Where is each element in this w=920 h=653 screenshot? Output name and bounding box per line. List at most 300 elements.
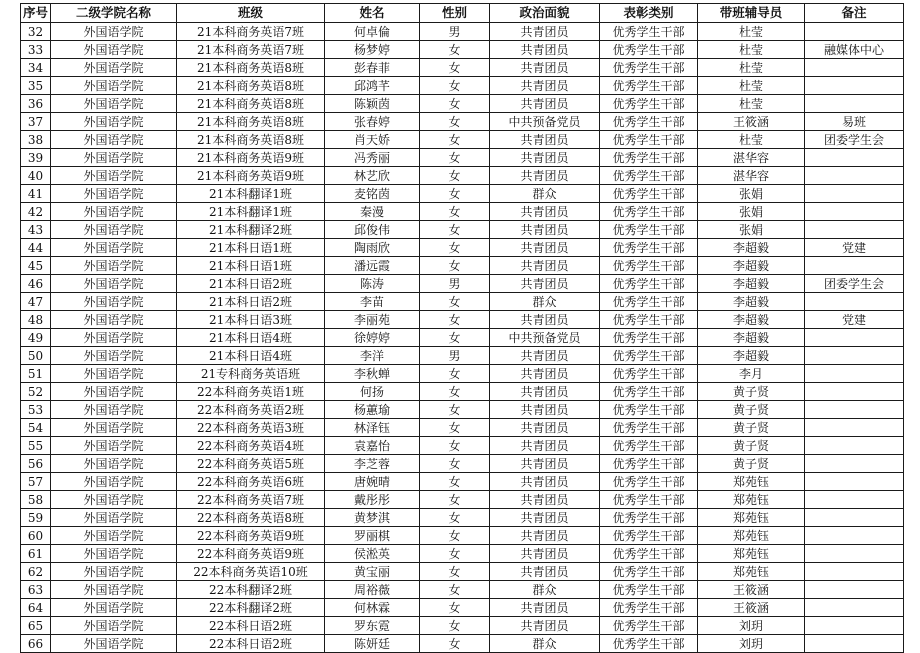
cell-political-status: 共青团员 [490,599,600,617]
cell-name: 杨蕙瑜 [325,401,420,419]
cell-award-type: 优秀学生干部 [600,167,698,185]
cell-award-type: 优秀学生干部 [600,545,698,563]
cell-political-status: 共青团员 [490,473,600,491]
table-row [21,617,904,635]
cell-gender: 女 [420,221,490,239]
cell-remarks [805,203,904,221]
table-row [21,221,904,239]
cell-college: 外国语学院 [51,563,177,581]
cell-remarks [805,383,904,401]
cell-name: 肖天娇 [325,131,420,149]
cell-index: 56 [21,455,51,473]
cell-remarks: 融媒体中心 [805,41,904,59]
header-counselor: 带班辅导员 [698,4,805,23]
cell-counselor: 黄子贤 [698,419,805,437]
cell-political-status: 共青团员 [490,59,600,77]
cell-index: 38 [21,131,51,149]
cell-political-status: 共青团员 [490,383,600,401]
cell-index: 35 [21,77,51,95]
cell-remarks [805,437,904,455]
cell-counselor: 张娟 [698,185,805,203]
cell-counselor: 黄子贤 [698,437,805,455]
cell-index: 45 [21,257,51,275]
cell-political-status: 共青团员 [490,455,600,473]
cell-college: 外国语学院 [51,599,177,617]
cell-gender: 女 [420,581,490,599]
cell-political-status: 共青团员 [490,257,600,275]
cell-name: 何扬 [325,383,420,401]
cell-remarks [805,527,904,545]
cell-remarks [805,473,904,491]
cell-gender: 女 [420,401,490,419]
cell-counselor: 王筱涵 [698,599,805,617]
cell-name: 戴彤彤 [325,491,420,509]
header-name: 姓名 [325,4,420,23]
cell-award-type: 优秀学生干部 [600,23,698,41]
cell-index: 32 [21,23,51,41]
cell-index: 61 [21,545,51,563]
cell-index: 64 [21,599,51,617]
cell-name: 黄梦淇 [325,509,420,527]
cell-award-type: 优秀学生干部 [600,275,698,293]
cell-award-type: 优秀学生干部 [600,617,698,635]
cell-gender: 女 [420,563,490,581]
cell-class: 21本科商务英语8班 [177,59,325,77]
cell-name: 黄宝丽 [325,563,420,581]
cell-class: 21本科翻译1班 [177,203,325,221]
cell-index: 36 [21,95,51,113]
table-row [21,41,904,59]
cell-award-type: 优秀学生干部 [600,455,698,473]
cell-counselor: 李超毅 [698,347,805,365]
cell-name: 何卓倫 [325,23,420,41]
cell-remarks [805,77,904,95]
cell-college: 外国语学院 [51,401,177,419]
table-row [21,149,904,167]
cell-political-status: 共青团员 [490,203,600,221]
cell-gender: 女 [420,599,490,617]
cell-name: 陈妍廷 [325,635,420,653]
cell-remarks [805,347,904,365]
cell-name: 麦铭茵 [325,185,420,203]
table-row [21,455,904,473]
cell-award-type: 优秀学生干部 [600,59,698,77]
cell-gender: 女 [420,527,490,545]
cell-class: 21本科日语2班 [177,293,325,311]
table-row [21,275,904,293]
cell-remarks [805,545,904,563]
cell-college: 外国语学院 [51,149,177,167]
cell-counselor: 湛华容 [698,149,805,167]
cell-award-type: 优秀学生干部 [600,221,698,239]
cell-index: 62 [21,563,51,581]
cell-award-type: 优秀学生干部 [600,239,698,257]
cell-remarks: 团委学生会 [805,275,904,293]
cell-award-type: 优秀学生干部 [600,329,698,347]
cell-index: 65 [21,617,51,635]
cell-political-status: 中共预备党员 [490,113,600,131]
cell-index: 44 [21,239,51,257]
cell-counselor: 李超毅 [698,329,805,347]
cell-class: 21本科日语3班 [177,311,325,329]
cell-counselor: 郑苑钰 [698,527,805,545]
cell-award-type: 优秀学生干部 [600,203,698,221]
cell-political-status: 群众 [490,635,600,653]
cell-award-type: 优秀学生干部 [600,95,698,113]
cell-gender: 女 [420,41,490,59]
cell-political-status: 群众 [490,581,600,599]
cell-counselor: 杜莹 [698,95,805,113]
cell-gender: 女 [420,167,490,185]
cell-political-status: 共青团员 [490,239,600,257]
cell-class: 21本科翻译2班 [177,221,325,239]
cell-college: 外国语学院 [51,41,177,59]
cell-college: 外国语学院 [51,221,177,239]
cell-class: 21本科商务英语8班 [177,131,325,149]
table-row [21,599,904,617]
cell-name: 周裕薇 [325,581,420,599]
cell-college: 外国语学院 [51,491,177,509]
cell-counselor: 王筱涵 [698,581,805,599]
cell-name: 徐婷婷 [325,329,420,347]
cell-gender: 女 [420,437,490,455]
cell-index: 43 [21,221,51,239]
cell-counselor: 王筱涵 [698,113,805,131]
cell-award-type: 优秀学生干部 [600,401,698,419]
cell-gender: 女 [420,77,490,95]
award-table-sheet [20,3,904,653]
table-row [21,59,904,77]
cell-index: 57 [21,473,51,491]
cell-college: 外国语学院 [51,311,177,329]
cell-class: 22本科商务英语1班 [177,383,325,401]
cell-college: 外国语学院 [51,185,177,203]
cell-name: 罗丽棋 [325,527,420,545]
cell-counselor: 李超毅 [698,275,805,293]
cell-class: 22本科翻译2班 [177,581,325,599]
cell-index: 40 [21,167,51,185]
cell-remarks [805,95,904,113]
cell-gender: 女 [420,545,490,563]
cell-remarks [805,59,904,77]
cell-remarks [805,221,904,239]
cell-name: 侯淞英 [325,545,420,563]
cell-remarks [805,401,904,419]
cell-remarks [805,455,904,473]
table-row [21,419,904,437]
cell-class: 22本科商务英语3班 [177,419,325,437]
cell-index: 39 [21,149,51,167]
cell-award-type: 优秀学生干部 [600,311,698,329]
cell-name: 李洋 [325,347,420,365]
header-remarks: 备注 [805,4,904,23]
header-row [21,4,904,23]
cell-index: 63 [21,581,51,599]
table-row [21,563,904,581]
cell-index: 49 [21,329,51,347]
cell-award-type: 优秀学生干部 [600,527,698,545]
cell-remarks: 党建 [805,311,904,329]
cell-remarks [805,491,904,509]
cell-name: 潘远霞 [325,257,420,275]
cell-class: 22本科商务英语6班 [177,473,325,491]
cell-index: 48 [21,311,51,329]
header-political-status: 政治面貌 [490,4,600,23]
cell-remarks [805,23,904,41]
cell-counselor: 刘玥 [698,635,805,653]
cell-political-status: 共青团员 [490,545,600,563]
cell-class: 22本科商务英语8班 [177,509,325,527]
cell-remarks [805,581,904,599]
cell-index: 52 [21,383,51,401]
cell-remarks: 团委学生会 [805,131,904,149]
cell-name: 李秋蝉 [325,365,420,383]
cell-index: 59 [21,509,51,527]
cell-class: 21本科日语1班 [177,239,325,257]
cell-award-type: 优秀学生干部 [600,635,698,653]
table-body [21,23,904,653]
cell-political-status: 共青团员 [490,419,600,437]
cell-counselor: 杜莹 [698,59,805,77]
table-row [21,329,904,347]
cell-political-status: 共青团员 [490,131,600,149]
cell-award-type: 优秀学生干部 [600,185,698,203]
cell-name: 唐婉晴 [325,473,420,491]
cell-gender: 女 [420,311,490,329]
cell-remarks [805,167,904,185]
cell-gender: 女 [420,185,490,203]
table-row [21,239,904,257]
cell-gender: 女 [420,293,490,311]
cell-name: 张春婷 [325,113,420,131]
cell-counselor: 李超毅 [698,257,805,275]
cell-counselor: 杜莹 [698,131,805,149]
cell-counselor: 湛华容 [698,167,805,185]
cell-name: 秦漫 [325,203,420,221]
cell-counselor: 杜莹 [698,41,805,59]
cell-award-type: 优秀学生干部 [600,383,698,401]
cell-name: 冯秀丽 [325,149,420,167]
cell-political-status: 共青团员 [490,527,600,545]
cell-class: 22本科商务英语2班 [177,401,325,419]
table-row [21,365,904,383]
cell-counselor: 郑苑钰 [698,473,805,491]
cell-gender: 女 [420,455,490,473]
cell-index: 54 [21,419,51,437]
cell-name: 陶雨欣 [325,239,420,257]
table-row [21,95,904,113]
cell-remarks [805,365,904,383]
cell-class: 22本科商务英语10班 [177,563,325,581]
cell-political-status: 共青团员 [490,149,600,167]
cell-political-status: 共青团员 [490,347,600,365]
cell-political-status: 共青团员 [490,491,600,509]
table-row [21,257,904,275]
cell-gender: 女 [420,239,490,257]
cell-class: 21本科商务英语8班 [177,113,325,131]
cell-gender: 男 [420,347,490,365]
cell-class: 22本科商务英语7班 [177,491,325,509]
cell-remarks [805,293,904,311]
table-row [21,473,904,491]
cell-class: 22本科商务英语9班 [177,545,325,563]
cell-name: 林艺欣 [325,167,420,185]
cell-gender: 男 [420,23,490,41]
cell-political-status: 共青团员 [490,275,600,293]
cell-index: 41 [21,185,51,203]
header-college: 二级学院名称 [51,4,177,23]
cell-class: 22本科翻译2班 [177,599,325,617]
cell-name: 李芝蓉 [325,455,420,473]
cell-counselor: 张娟 [698,221,805,239]
cell-remarks [805,329,904,347]
cell-political-status: 共青团员 [490,77,600,95]
cell-award-type: 优秀学生干部 [600,473,698,491]
cell-name: 邱俊伟 [325,221,420,239]
cell-remarks [805,419,904,437]
cell-college: 外国语学院 [51,23,177,41]
table-row [21,293,904,311]
cell-college: 外国语学院 [51,473,177,491]
table-row [21,131,904,149]
cell-gender: 女 [420,203,490,221]
cell-gender: 女 [420,491,490,509]
table-row [21,77,904,95]
cell-counselor: 刘玥 [698,617,805,635]
cell-college: 外国语学院 [51,113,177,131]
cell-name: 邱鸿芊 [325,77,420,95]
cell-award-type: 优秀学生干部 [600,365,698,383]
cell-political-status: 共青团员 [490,221,600,239]
cell-class: 21本科商务英语8班 [177,77,325,95]
cell-name: 林泽钰 [325,419,420,437]
cell-index: 60 [21,527,51,545]
cell-political-status: 共青团员 [490,23,600,41]
header-index: 序号 [21,4,51,23]
award-table [20,3,904,653]
cell-index: 50 [21,347,51,365]
cell-name: 何林霖 [325,599,420,617]
cell-college: 外国语学院 [51,581,177,599]
cell-counselor: 张娟 [698,203,805,221]
cell-college: 外国语学院 [51,437,177,455]
cell-class: 21本科日语1班 [177,257,325,275]
cell-gender: 女 [420,365,490,383]
cell-gender: 女 [420,329,490,347]
cell-college: 外国语学院 [51,203,177,221]
cell-remarks [805,563,904,581]
table-row [21,545,904,563]
cell-award-type: 优秀学生干部 [600,149,698,167]
cell-award-type: 优秀学生干部 [600,419,698,437]
cell-award-type: 优秀学生干部 [600,599,698,617]
table-row [21,113,904,131]
cell-gender: 女 [420,257,490,275]
cell-remarks [805,599,904,617]
header-gender: 性别 [420,4,490,23]
table-row [21,185,904,203]
cell-class: 22本科日语2班 [177,635,325,653]
cell-name: 杨梦婷 [325,41,420,59]
cell-gender: 女 [420,113,490,131]
cell-gender: 女 [420,383,490,401]
cell-remarks: 党建 [805,239,904,257]
table-row [21,437,904,455]
cell-name: 陈涛 [325,275,420,293]
cell-gender: 女 [420,635,490,653]
table-row [21,635,904,653]
cell-counselor: 李超毅 [698,293,805,311]
cell-class: 22本科商务英语5班 [177,455,325,473]
table-row [21,401,904,419]
cell-gender: 女 [420,95,490,113]
cell-college: 外国语学院 [51,59,177,77]
cell-college: 外国语学院 [51,527,177,545]
cell-award-type: 优秀学生干部 [600,491,698,509]
cell-award-type: 优秀学生干部 [600,77,698,95]
cell-remarks [805,185,904,203]
cell-political-status: 共青团员 [490,617,600,635]
cell-class: 22本科商务英语4班 [177,437,325,455]
cell-award-type: 优秀学生干部 [600,41,698,59]
cell-political-status: 中共预备党员 [490,329,600,347]
cell-remarks [805,257,904,275]
cell-index: 58 [21,491,51,509]
cell-college: 外国语学院 [51,239,177,257]
cell-index: 37 [21,113,51,131]
cell-index: 34 [21,59,51,77]
cell-counselor: 郑苑钰 [698,491,805,509]
cell-college: 外国语学院 [51,167,177,185]
cell-class: 21本科日语2班 [177,275,325,293]
cell-class: 22本科日语2班 [177,617,325,635]
cell-political-status: 共青团员 [490,509,600,527]
cell-college: 外国语学院 [51,545,177,563]
cell-name: 彭春菲 [325,59,420,77]
cell-name: 罗东霓 [325,617,420,635]
table-row [21,23,904,41]
cell-award-type: 优秀学生干部 [600,563,698,581]
cell-college: 外国语学院 [51,365,177,383]
cell-class: 21本科翻译1班 [177,185,325,203]
cell-remarks [805,635,904,653]
cell-class: 21本科日语4班 [177,347,325,365]
cell-index: 66 [21,635,51,653]
cell-counselor: 黄子贤 [698,401,805,419]
cell-counselor: 李超毅 [698,311,805,329]
cell-college: 外国语学院 [51,257,177,275]
cell-name: 陈颖茵 [325,95,420,113]
cell-college: 外国语学院 [51,329,177,347]
cell-college: 外国语学院 [51,617,177,635]
cell-counselor: 郑苑钰 [698,545,805,563]
table-row [21,383,904,401]
header-class: 班级 [177,4,325,23]
cell-remarks: 易班 [805,113,904,131]
cell-college: 外国语学院 [51,419,177,437]
table-row [21,527,904,545]
cell-political-status: 共青团员 [490,167,600,185]
cell-gender: 女 [420,131,490,149]
cell-index: 53 [21,401,51,419]
cell-counselor: 黄子贤 [698,455,805,473]
cell-political-status: 共青团员 [490,311,600,329]
cell-counselor: 郑苑钰 [698,563,805,581]
table-row [21,509,904,527]
cell-political-status: 共青团员 [490,437,600,455]
cell-gender: 女 [420,59,490,77]
cell-class: 21专科商务英语班 [177,365,325,383]
